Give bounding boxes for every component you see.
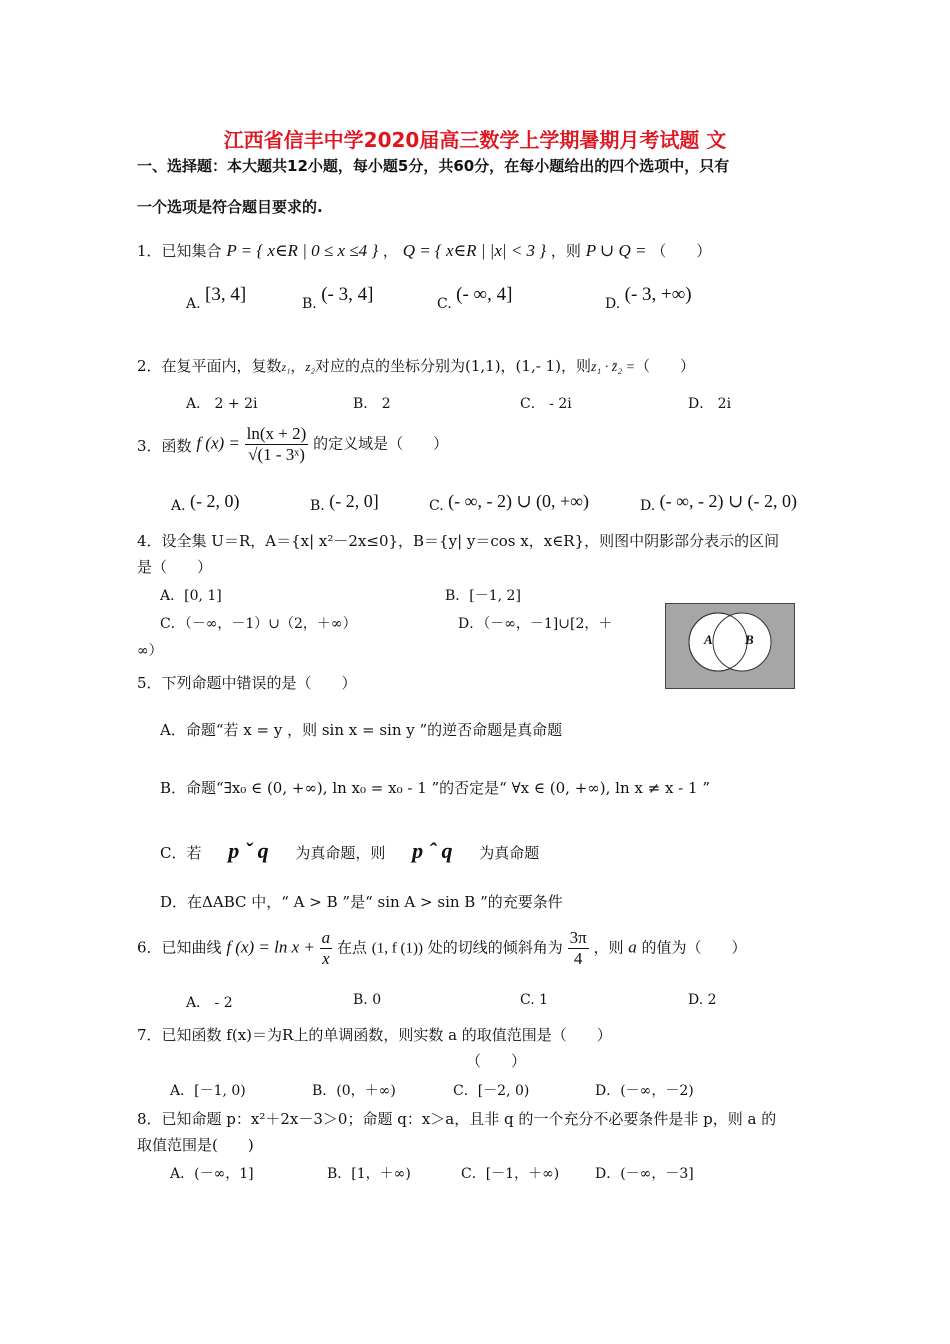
q5-c-or-expr: p ˇ q (228, 838, 269, 863)
q6-function: f (x) = ln x + (226, 937, 315, 957)
option-value: (- ∞, 4] (456, 284, 513, 305)
q2-sep: ， (290, 357, 306, 375)
option-label: C. (429, 498, 444, 514)
q5-c-suffix: 为真命题 (479, 844, 540, 862)
q3-option-c (429, 491, 589, 515)
q5-c-prefix: C．若 (160, 844, 202, 862)
q6-intro: 6．已知曲线 (137, 938, 222, 957)
option-value: (- 2, 0) (190, 491, 240, 511)
option-value: (- ∞, - 2) ∪ (- 2, 0) (659, 491, 798, 511)
q1-set-p: P = { x∈R | 0 ≤ x ≤4 } (226, 241, 379, 260)
q3-numerator: ln(x + 2) (246, 424, 307, 443)
q4-option-b: B．[－1, 2] (445, 588, 521, 604)
q1-option-a (186, 284, 247, 314)
q6-option-b: B. 0 (353, 992, 382, 1008)
q3-stem (137, 424, 448, 465)
q2-option-c: C． - 2i (520, 396, 572, 412)
option-label: D. (640, 498, 656, 514)
q4-stem-line2: 是（ ） (137, 558, 213, 576)
q1-then: ，则 (550, 242, 581, 260)
q2-option-a: A． 2 + 2i (186, 396, 258, 412)
q5-option-c (160, 838, 539, 864)
exam-title: 江西省信丰中学2020届高三数学上学期暑期月考试题 文 (223, 128, 727, 152)
q4-option-a: A．[0, 1] (160, 588, 222, 604)
section-heading-line1: 一、选择题：本大题共12小题，每小题5分，共60分，在每小题给出的四个选项中，只有 (137, 157, 730, 175)
option-label: A. (171, 498, 186, 514)
q6-angle (568, 928, 589, 969)
q1-stem (137, 240, 711, 261)
q3-function: f (x) = (196, 433, 240, 453)
q6-tail1: ，则 (593, 938, 624, 957)
q1-option-c (437, 284, 513, 314)
q6-angle-denominator: 4 (573, 949, 583, 968)
q6-fraction (320, 928, 333, 969)
q7-option-d: D．(－∞，－2) (595, 1083, 694, 1099)
option-label: A. (186, 296, 201, 312)
q6-tail2: 的值为（ ） (641, 938, 747, 957)
q2-middle: 对应的点的坐标分别为(1,1)，(1,- 1)，则 (315, 357, 591, 375)
q7-paren: （ ） (466, 1052, 527, 1070)
q6-middle: 在点 (336, 938, 367, 957)
q2-stem (137, 355, 695, 376)
q3-option-a (171, 491, 240, 515)
q2-option-b: B． 2 (353, 396, 391, 412)
option-value: (- ∞, - 2) ∪ (0, +∞) (448, 491, 589, 511)
q1-option-d (605, 284, 692, 314)
option-label: D. (605, 296, 621, 312)
q7-stem: 7．已知函数 f(x)＝为R上的单调函数，则实数 a 的取值范围是（ ） (137, 1026, 612, 1044)
venn-label-a: A (704, 632, 713, 647)
q6-angle-numerator: 3π (569, 928, 587, 947)
q5-option-b: B．命题“∃x₀ ∈ (0, +∞), ln x₀ = x₀ - 1 ”的否定是“ ∀x ∈ (0, +∞), ln x ≠ x - 1 ” (160, 779, 710, 797)
q2-z2: z₂ (305, 359, 315, 374)
q3-tail: 的定义域是（ ） (313, 434, 449, 453)
q1-union: P ∪ Q = (585, 241, 647, 260)
option-label: B. (302, 296, 317, 312)
q6-option-a: A． - 2 (186, 995, 233, 1011)
q2-option-d: D． 2i (688, 396, 732, 412)
q3-option-d (640, 491, 798, 515)
q6-middle2: 处的切线的倾斜角为 (427, 938, 563, 957)
q8-stem-line2: 取值范围是( ) (137, 1136, 254, 1154)
venn-label-b: B (745, 632, 754, 647)
q3-fraction (245, 424, 309, 465)
option-label: C. (437, 296, 452, 312)
venn-diagram (665, 603, 795, 689)
q4-stem-line1: 4．设全集 U＝R，A＝{x| x²－2x≤0}，B＝{y| y＝cos x，x∈R}，则图中阴影部分表示的区间 (137, 532, 780, 550)
q1-comma: ， (382, 242, 398, 260)
option-value: (- 3, +∞) (624, 284, 692, 305)
q1-paren: （ ） (651, 242, 712, 260)
option-value: (- 3, 4] (321, 284, 374, 305)
venn-circles (666, 604, 794, 688)
q6-frac-denominator: x (322, 949, 330, 968)
q3-intro: 3．函数 (137, 436, 192, 455)
q2-expression: z₁ · z̄₂ = (590, 360, 636, 375)
option-value: [3, 4] (205, 284, 247, 305)
q5-c-and-expr: p ˆ q (412, 838, 453, 863)
q8-option-c: C．[－1，＋∞) (461, 1166, 560, 1182)
q4-option-c: C．（－∞，－1）∪（2，＋∞） (160, 616, 357, 632)
q1-intro: 1．已知集合 (137, 242, 222, 260)
venn-circle-b (713, 613, 771, 671)
section-heading-line2: 一个选项是符合题目要求的. (137, 198, 323, 216)
q6-option-d: D. 2 (688, 992, 717, 1008)
q6-variable: a (628, 937, 637, 957)
q4-option-d: D．（－∞，－1]∪[2，＋ (458, 616, 613, 632)
q2-intro: 2．在复平面内，复数 (137, 357, 282, 375)
q8-stem-line1: 8．已知命题 p：x²＋2x－3＞0；命题 q：x＞a，且非 q 的一个充分不必要条件是非 p，则 a 的 (137, 1110, 777, 1128)
option-value: (- 2, 0] (329, 491, 379, 511)
q8-option-b: B．[1，＋∞) (327, 1166, 411, 1182)
q1-set-q: Q = { x∈R | |x| < 3 } (402, 241, 547, 260)
q6-stem (137, 928, 747, 969)
q3-option-b (310, 491, 379, 515)
q7-option-a: A．[－1, 0) (170, 1083, 246, 1099)
q7-option-c: C．[－2, 0) (453, 1083, 530, 1099)
q1-option-b (302, 284, 374, 314)
q6-option-c: C. 1 (520, 992, 549, 1008)
q5-c-mid: 为真命题，则 (295, 844, 386, 862)
q5-option-a: A．命题“若 x = y ，则 sin x = sin y ”的逆否命题是真命题 (160, 721, 563, 739)
q5-stem: 5．下列命题中错误的是（ ） (137, 674, 357, 692)
option-label: B. (310, 498, 325, 514)
q5-option-d: D．在ΔABC 中，“ A > B ”是“ sin A > sin B ”的充要条件 (160, 893, 563, 911)
q4-option-d-continued: ∞） (137, 643, 163, 659)
q8-option-d: D．(－∞，－3] (595, 1166, 694, 1182)
q3-denominator: √(1 - 3ˣ) (248, 445, 305, 464)
q6-frac-numerator: a (321, 928, 331, 947)
q2-paren: （ ） (635, 357, 696, 375)
q2-z1: z₁ (281, 360, 291, 374)
q6-point: (1, f (1)) (371, 940, 423, 957)
q8-option-a: A．(－∞，1] (170, 1166, 254, 1182)
q7-option-b: B．(0，＋∞) (312, 1083, 396, 1099)
